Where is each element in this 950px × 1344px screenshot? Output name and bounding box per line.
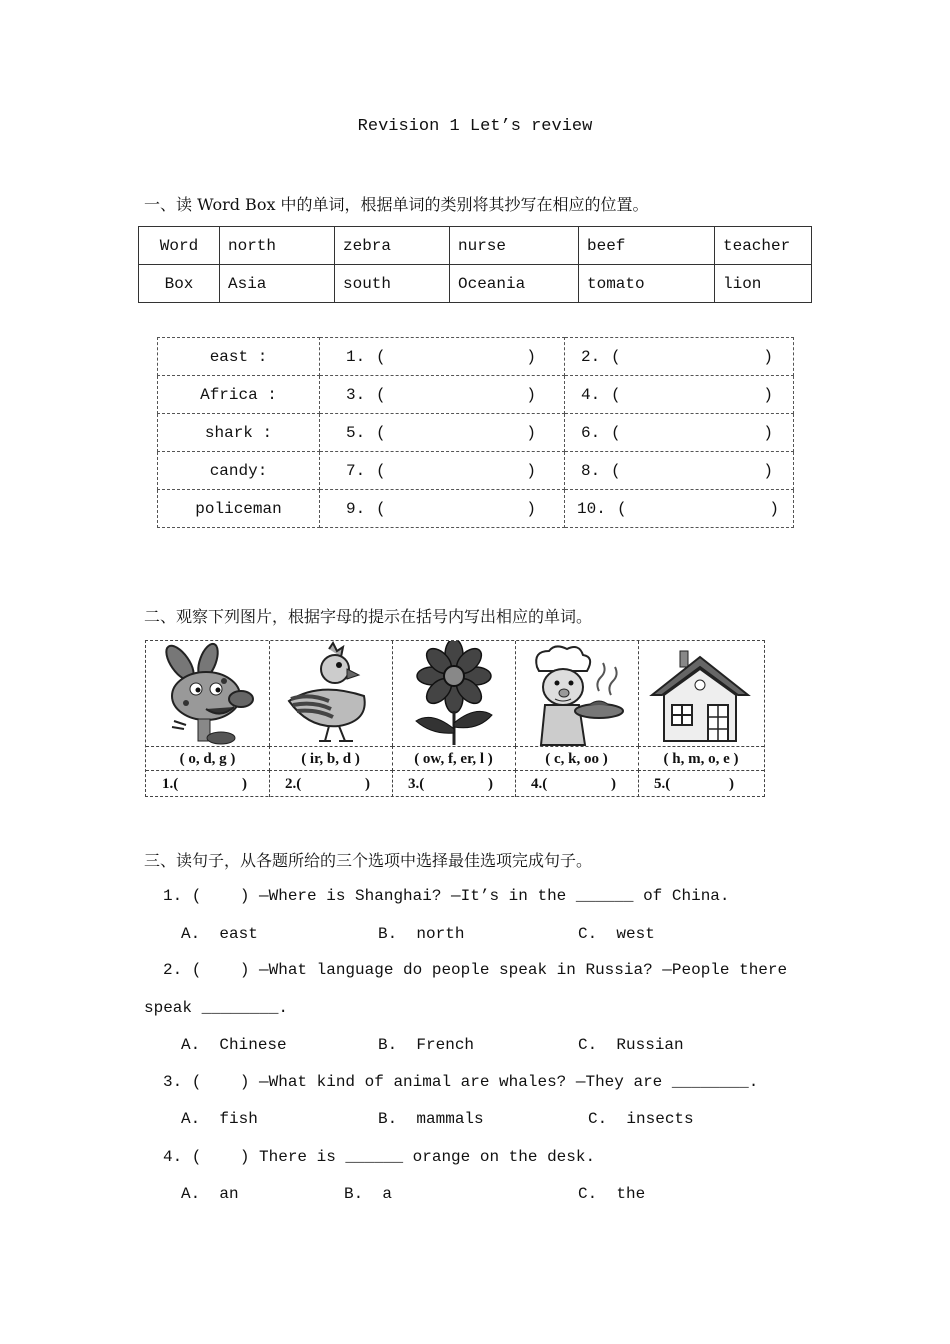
answer-cell[interactable]: 6. ( ) (565, 414, 794, 452)
answer-cell[interactable]: 3. ( ) (320, 376, 565, 414)
answer-number: 8. (581, 461, 601, 480)
answer-cell[interactable]: 5. ( ) (320, 414, 565, 452)
word-cell: Oceania (450, 265, 579, 303)
word-cell: zebra (335, 227, 450, 265)
answer-cell[interactable]: 9. ( ) (320, 490, 565, 528)
letter-hint: ( ow, f, er, l ) (392, 746, 516, 771)
answer-number: 9. (346, 499, 366, 518)
answer-number: 6. (581, 423, 601, 442)
category-label: east : (158, 338, 320, 376)
section3-heading: 三、读句子，从各题所给的三个选项中选择最佳选项完成句子。 (144, 851, 593, 870)
flower-picture (392, 641, 516, 746)
word-box-table (138, 226, 812, 303)
letter-hint: ( c, k, oo ) (515, 746, 639, 771)
page-title: Revision 1 Let’s review (357, 117, 593, 136)
word-box-label: Word (139, 227, 220, 265)
word-cell: north (220, 227, 335, 265)
cook-picture (515, 641, 639, 746)
question-2: 2. ( ) —What language do people speak in Russia? —People there (163, 961, 788, 979)
option-c: C. west (578, 925, 655, 943)
option-a: A. Chinese (181, 1036, 287, 1054)
answer-number: 7. (346, 461, 366, 480)
answer-blank[interactable]: 3.( ) (392, 770, 516, 797)
answer-blank[interactable]: 4.( ) (515, 770, 639, 797)
question-3: 3. ( ) —What kind of animal are whales? —They are ________. (163, 1073, 759, 1091)
answer-number: 4. (581, 385, 601, 404)
classify-row (158, 376, 794, 414)
option-b: B. mammals (378, 1110, 484, 1128)
answer-blank[interactable]: 5.( ) (638, 770, 764, 797)
answer-number: 1. (346, 347, 366, 366)
classify-row (158, 452, 794, 490)
word-cell: Asia (220, 265, 335, 303)
word-cell: south (335, 265, 450, 303)
dog-picture (146, 641, 270, 746)
question-2-continued: speak ________. (144, 999, 289, 1017)
option-b: B. French (378, 1036, 475, 1054)
word-cell: tomato (579, 265, 715, 303)
classify-row (158, 414, 794, 452)
answer-blank[interactable]: 1.( ) (146, 770, 270, 797)
answer-cell[interactable]: 7. ( ) (320, 452, 565, 490)
section2-heading: 二、观察下列图片，根据字母的提示在括号内写出相应的单词。 (144, 607, 593, 626)
answer-cell[interactable]: 4. ( ) (565, 376, 794, 414)
word-cell: teacher (715, 227, 812, 265)
option-a: A. an (181, 1185, 239, 1203)
letter-hint: ( ir, b, d ) (269, 746, 393, 771)
letter-hint: ( h, m, o, e ) (638, 746, 764, 771)
answer-number: 5. (346, 423, 366, 442)
option-b: B. north (378, 925, 465, 943)
category-label: shark : (158, 414, 320, 452)
question-1: 1. ( ) —Where is Shanghai? —It’s in the ______ of China. (163, 887, 730, 905)
classify-row (158, 338, 794, 376)
option-c: C. insects (588, 1110, 694, 1128)
answer-blank[interactable]: 2.( ) (269, 770, 393, 797)
section1-heading: 一、读 Word Box 中的单词，根据单词的类别将其抄写在相应的位置。 (144, 195, 649, 214)
word-box-label: Box (139, 265, 220, 303)
option-a: A. east (181, 925, 258, 943)
letter-hint: ( o, d, g ) (146, 746, 270, 771)
word-cell: nurse (450, 227, 579, 265)
classify-table (157, 337, 794, 528)
option-c: C. Russian (578, 1036, 684, 1054)
answer-number: 10. (577, 499, 606, 518)
category-label: Africa : (158, 376, 320, 414)
option-c: C. the (578, 1185, 646, 1203)
word-cell: beef (579, 227, 715, 265)
answer-cell[interactable]: 10. ( ) (565, 490, 794, 528)
category-label: policeman (158, 490, 320, 528)
picture-grid (145, 640, 765, 797)
category-label: candy: (158, 452, 320, 490)
option-a: A. fish (181, 1110, 258, 1128)
word-cell: lion (715, 265, 812, 303)
answer-number: 2. (581, 347, 601, 366)
classify-row (158, 490, 794, 528)
answer-cell[interactable]: 1. ( ) (320, 338, 565, 376)
question-4: 4. ( ) There is ______ orange on the desk. (163, 1148, 596, 1166)
answer-number: 3. (346, 385, 366, 404)
bird-picture (269, 641, 393, 746)
option-b: B. a (344, 1185, 393, 1203)
answer-cell[interactable]: 8. ( ) (565, 452, 794, 490)
home-picture (638, 641, 764, 746)
answer-cell[interactable]: 2. ( ) (565, 338, 794, 376)
